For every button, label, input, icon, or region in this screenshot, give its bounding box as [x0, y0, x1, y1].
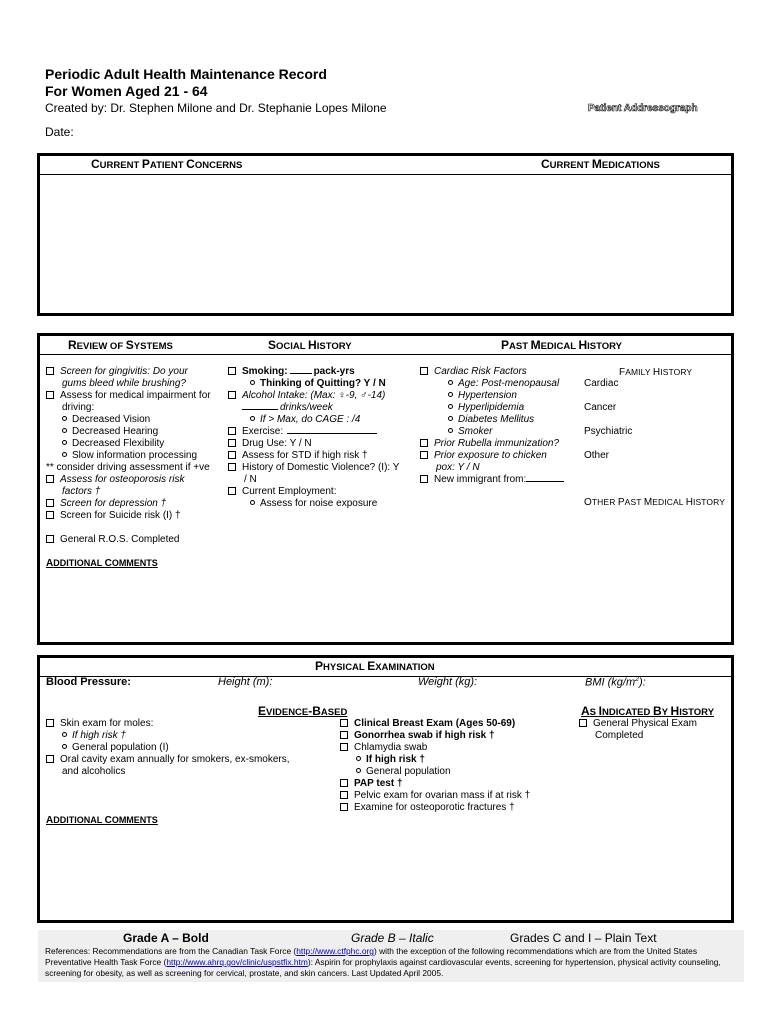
checkbox[interactable] [46, 755, 54, 763]
bullet-icon [62, 732, 67, 737]
ros-gingivitis[interactable]: Screen for gingivitis: Do your [46, 366, 226, 378]
family-cardiac: Cardiac [584, 378, 619, 389]
checkbox[interactable] [420, 367, 428, 375]
as-indicated-by-history-header: AS INDICATED BY HISTORY [581, 704, 715, 718]
exam-skin[interactable]: Skin exam for moles: [46, 718, 336, 730]
exam-oral-cont: and alcoholics [62, 766, 126, 777]
patient-addressograph: Patient Addressograph [588, 103, 698, 114]
past-medical-history-list [420, 366, 580, 486]
bullet-icon [250, 416, 255, 421]
pmh-immigrant[interactable]: New immigrant from: [420, 474, 580, 486]
exam-chlamydia-general: General population [340, 766, 580, 778]
checkbox[interactable] [228, 427, 236, 435]
grade-c-legend: Grades C and I – Plain Text [510, 931, 657, 945]
pmh-hypertension: Hypertension [420, 390, 580, 402]
ros-flexibility: Decreased Flexibility [46, 438, 226, 450]
social-alcohol[interactable]: Alcohol Intake: (Max: ♀-9, ♂-14) [228, 390, 418, 402]
checkbox[interactable] [579, 719, 587, 727]
checkbox[interactable] [228, 463, 236, 471]
pmh-cardiac-risk[interactable]: Cardiac Risk Factors [420, 366, 580, 378]
family-psychiatric: Psychiatric [584, 426, 633, 437]
checkbox[interactable] [46, 535, 54, 543]
social-history-header: SOCIAL HISTORY [268, 338, 352, 352]
ros-driving[interactable]: Assess for medical impairment for [46, 390, 226, 402]
history-additional-comments: ADDITIONAL COMMENTS [46, 558, 158, 569]
ros-driving-cont: driving: [62, 402, 95, 413]
current-medications-header: CURRENT MEDICATIONS [541, 157, 660, 171]
grade-a-legend: Grade A – Bold [123, 931, 209, 945]
checkbox[interactable] [340, 779, 348, 787]
exam-osteo[interactable]: Examine for osteoporotic fractures † [340, 802, 580, 814]
exam-gonorrhea[interactable]: Gonorrhea swab if high risk † [340, 730, 580, 742]
checkbox[interactable] [46, 499, 54, 507]
exam-chlamydia[interactable]: Chlamydia swab [340, 742, 580, 754]
page-title: Periodic Adult Health Maintenance Record [45, 66, 327, 82]
ros-osteoporosis-cont: factors † [62, 486, 101, 497]
bullet-icon [448, 380, 453, 385]
exam-skin-high: If high risk † [46, 730, 336, 742]
bmi-label: BMI $(kg/m^2)$: [585, 676, 646, 689]
social-violence[interactable]: History of Domestic Violence? (I): Y [228, 462, 418, 474]
bullet-icon [448, 428, 453, 433]
checkbox[interactable] [46, 719, 54, 727]
social-std[interactable]: Assess for STD if high risk † [228, 450, 418, 462]
pmh-diabetes: Diabetes Mellitus [420, 414, 580, 426]
exam-additional-comments: ADDITIONAL COMMENTS [46, 815, 158, 826]
ctfphc-link[interactable]: http://www.ctfphc.org [296, 946, 374, 956]
references: References: Recommendations are from the Canadian Task Force (http://www.ctfphc.org) with the exception of the following recommendations which are from the United States Preventative Health Task Force (http://www.ahrq.gov/clinic/uspstfix.htm): Aspirin for prophylaxis against cardiovascular events, screening for hypertension, physical activity counseling, screening for obesity, as well as screening for cervical, prostate, and skin cancers. Last Updated April 2005. [45, 946, 721, 978]
review-of-systems-header: REVIEW OF SYSTEMS [68, 338, 173, 352]
ros-suicide[interactable]: Screen for Suicide risk (I) † [46, 510, 226, 522]
bullet-icon [250, 500, 255, 505]
checkbox[interactable] [46, 367, 54, 375]
exam-left-list [46, 718, 336, 778]
checkbox[interactable] [340, 719, 348, 727]
social-noise: Assess for noise exposure [228, 498, 418, 510]
bullet-icon [62, 416, 67, 421]
exam-pelvic[interactable]: Pelvic exam for ovarian mass if at risk † [340, 790, 580, 802]
bullet-icon [448, 404, 453, 409]
blood-pressure-label: Blood Pressure: [46, 676, 131, 688]
checkbox[interactable] [228, 439, 236, 447]
social-drinks: drinks/week [228, 402, 418, 414]
bullet-icon [250, 380, 255, 385]
checkbox[interactable] [46, 391, 54, 399]
family-other: Other [584, 450, 610, 461]
exam-oral[interactable]: Oral cavity exam annually for smokers, ex-smokers, [46, 754, 336, 766]
ros-general[interactable]: General R.O.S. Completed [46, 534, 226, 546]
current-patient-concerns-header: CURRENT PATIENT CONCERNS [91, 157, 243, 171]
bullet-icon [448, 392, 453, 397]
bullet-icon [62, 428, 67, 433]
checkbox[interactable] [420, 451, 428, 459]
ros-slow-info: Slow information processing [46, 450, 226, 462]
ros-osteoporosis[interactable]: Assess for osteoporosis risk [46, 474, 226, 486]
exam-chlamydia-high: If high risk † [340, 754, 580, 766]
social-history-list [228, 366, 418, 510]
social-quitting: Thinking of Quitting? Y / N [228, 378, 418, 390]
past-medical-history-header: PAST MEDICAL HISTORY [501, 338, 623, 352]
exam-general-physical[interactable]: General Physical Exam [579, 718, 729, 730]
checkbox[interactable] [340, 743, 348, 751]
evidence-based-header: EVIDENCE-BASED [258, 704, 348, 718]
weight-label: Weight (kg): [418, 676, 478, 688]
checkbox[interactable] [46, 475, 54, 483]
checkbox[interactable] [420, 439, 428, 447]
exam-breast[interactable]: Clinical Breast Exam (Ages 50-69) [340, 718, 580, 730]
pmh-smoker: Smoker [420, 426, 580, 438]
review-of-systems-list [46, 366, 226, 546]
checkbox[interactable] [420, 475, 428, 483]
pmh-rubella[interactable]: Prior Rubella immunization? [420, 438, 580, 450]
height-label: Height (m): [218, 676, 273, 688]
bullet-icon [62, 452, 67, 457]
checkbox[interactable] [340, 791, 348, 799]
other-past-medical-history-header: OTHER PAST MEDICAL HISTORY [584, 497, 725, 508]
checkbox[interactable] [340, 731, 348, 739]
social-exercise[interactable]: Exercise: [228, 426, 418, 438]
social-cage: If > Max, do CAGE : /4 [228, 414, 418, 426]
pmh-postmeno: Age: Post-menopausal [420, 378, 580, 390]
pmh-hyperlipidemia: Hyperlipidemia [420, 402, 580, 414]
exam-middle-list [340, 718, 580, 814]
bullet-icon [356, 756, 361, 761]
checkbox[interactable] [228, 451, 236, 459]
social-drug[interactable]: Drug Use: Y / N [228, 438, 418, 450]
ros-vision: Decreased Vision [46, 414, 226, 426]
checkbox[interactable] [46, 511, 54, 519]
date-label: Date: [45, 125, 74, 139]
social-employment[interactable]: Current Employment: [228, 486, 418, 498]
exam-right-list [579, 718, 729, 742]
exam-general-physical-cont: Completed [595, 730, 644, 741]
ros-hearing: Decreased Hearing [46, 426, 226, 438]
bullet-icon [62, 744, 67, 749]
ros-depression[interactable]: Screen for depression † [46, 498, 226, 510]
checkbox[interactable] [228, 367, 236, 375]
concerns-entry-area[interactable] [40, 174, 731, 313]
exam-pap[interactable]: PAP test † [340, 778, 580, 790]
bullet-icon [62, 440, 67, 445]
social-smoking[interactable]: Smoking: pack-yrs [228, 366, 418, 378]
ahrq-link[interactable]: http://www.ahrq.gov/clinic/uspstfix.htm [166, 957, 308, 967]
grade-b-legend: Grade B – Italic [351, 931, 434, 945]
bullet-icon [448, 416, 453, 421]
ros-consider-driving: ** consider driving assessment if +ve [46, 462, 210, 473]
pmh-chickenpox-cont: pox: Y / N [436, 462, 480, 473]
ros-gingivitis-cont: gums bleed while brushing? [62, 378, 186, 389]
social-violence-cont: / N [244, 474, 257, 485]
family-history-header: FAMILY HISTORY [619, 367, 693, 378]
pmh-chickenpox[interactable]: Prior exposure to chicken [420, 450, 580, 462]
family-cancer: Cancer [584, 402, 617, 413]
exam-skin-general: General population (I) [46, 742, 336, 754]
page-subtitle: For Women Aged 21 - 64 [45, 83, 208, 99]
checkbox[interactable] [228, 391, 236, 399]
checkbox[interactable] [228, 487, 236, 495]
physical-examination-header: PHYSICAL EXAMINATION [315, 659, 435, 673]
created-by: Created by: Dr. Stephen Milone and Dr. Stephanie Lopes Milone [45, 101, 387, 115]
bullet-icon [356, 768, 361, 773]
checkbox[interactable] [340, 803, 348, 811]
